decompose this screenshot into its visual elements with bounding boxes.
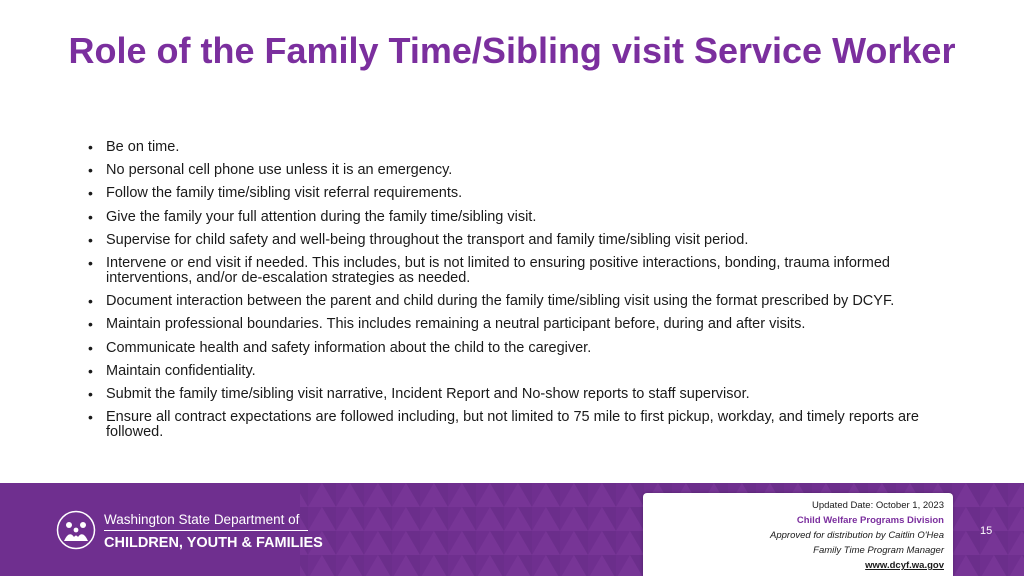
bullet-item bbox=[86, 233, 956, 248]
bullet-text: Maintain professional boundaries. This includes remaining a neutral participant before, during and after visits. bbox=[106, 316, 806, 333]
bullet-item bbox=[86, 364, 956, 379]
bullet-icon: • bbox=[88, 254, 93, 271]
logo-divider bbox=[104, 530, 308, 531]
logo-text-department: Washington State Department of bbox=[104, 512, 300, 527]
bullet-item bbox=[86, 341, 956, 356]
bullet-text: Supervise for child safety and well-being throughout the transport and family time/sibling visit period. bbox=[106, 231, 749, 248]
dcyf-emblem-icon bbox=[56, 510, 96, 550]
bullet-icon: • bbox=[88, 385, 93, 402]
bullet-icon: • bbox=[88, 409, 93, 426]
slide-title: Role of the Family Time/Sibling visit Service Worker bbox=[68, 30, 956, 71]
bullet-icon: • bbox=[88, 316, 93, 333]
approval-note: Approved for distribution by Caitlin O'Hea bbox=[770, 530, 944, 541]
website-link[interactable]: www.dcyf.wa.gov bbox=[865, 560, 944, 571]
footer-band bbox=[0, 483, 1024, 576]
bullet-text: Be on time. bbox=[106, 139, 180, 155]
division-name: Child Welfare Programs Division bbox=[796, 515, 944, 526]
bullet-text: Communicate health and safety information about the child to the caregiver. bbox=[106, 339, 592, 356]
bullet-text: Intervene or end visit if needed. This includes, but is not limited to ensuring positive interactions, bonding, trauma informed interventions, and/or de-escalation strategies as needed. bbox=[106, 254, 890, 286]
bullet-icon: • bbox=[88, 139, 93, 155]
bullet-icon: • bbox=[88, 162, 93, 179]
bullet-icon: • bbox=[88, 185, 93, 202]
bullet-item bbox=[86, 256, 956, 286]
bullet-text: No personal cell phone use unless it is an emergency. bbox=[106, 162, 453, 179]
bullet-icon: • bbox=[88, 362, 93, 379]
dcyf-logo bbox=[56, 510, 323, 556]
bullet-text: Give the family your full attention during the family time/sibling visit. bbox=[106, 208, 537, 225]
bullet-item bbox=[86, 294, 956, 309]
approver-role: Family Time Program Manager bbox=[813, 545, 944, 556]
bullet-item bbox=[86, 387, 956, 402]
bullet-text: Submit the family time/sibling visit narrative, Incident Report and No-show reports to staff supervisor. bbox=[106, 385, 750, 402]
bullet-icon: • bbox=[88, 208, 93, 225]
bullet-text: Follow the family time/sibling visit referral requirements. bbox=[106, 185, 463, 202]
bullet-icon: • bbox=[88, 293, 93, 310]
bullet-text: Document interaction between the parent and child during the family time/sibling visit using the format prescribed by DCYF. bbox=[106, 293, 895, 310]
document-info-box bbox=[643, 493, 953, 576]
bullet-text: Maintain confidentiality. bbox=[106, 362, 256, 379]
bullet-item bbox=[86, 317, 956, 332]
bullet-item bbox=[86, 186, 956, 201]
updated-date: Updated Date: October 1, 2023 bbox=[811, 500, 944, 511]
bullet-list bbox=[86, 140, 956, 448]
bullet-item bbox=[86, 410, 956, 440]
bullet-icon: • bbox=[88, 231, 93, 248]
bullet-text: Ensure all contract expectations are followed including, but not limited to 75 mile to first pickup, workday, and timely reports are followed. bbox=[106, 409, 919, 441]
page-number: 15 bbox=[980, 525, 993, 537]
bullet-icon: • bbox=[88, 339, 93, 356]
bullet-item bbox=[86, 163, 956, 178]
bullet-item bbox=[86, 210, 956, 225]
logo-text-agency: CHILDREN, YOUTH & FAMILIES bbox=[104, 535, 323, 551]
bullet-item bbox=[86, 140, 956, 155]
